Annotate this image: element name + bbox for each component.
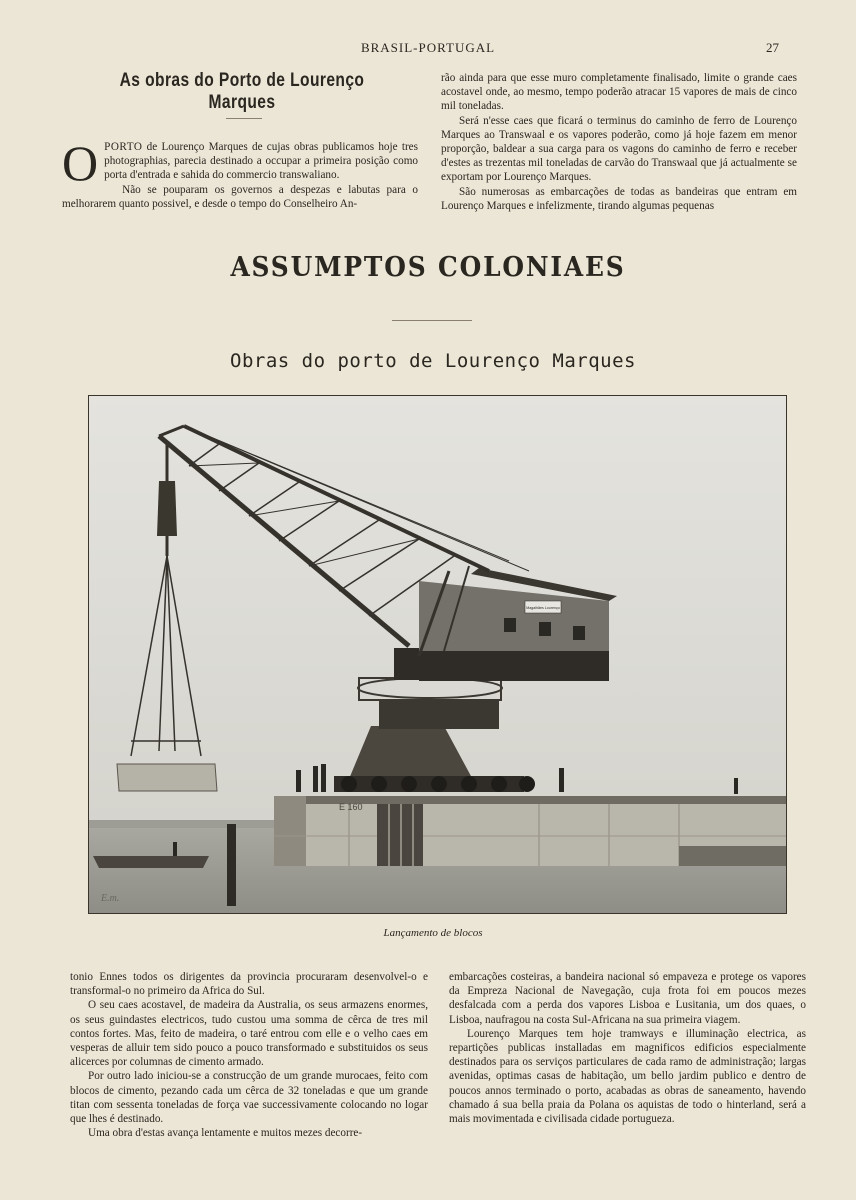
dropcap: O (62, 135, 99, 191)
running-head: BRASIL-PORTUGAL (360, 40, 496, 55)
title-rule (226, 118, 262, 119)
house-sign: Magalhães Lourenço (526, 606, 560, 610)
crane-illustration (89, 396, 786, 913)
quay-wall (274, 796, 786, 866)
intro-text: de Lourenço Marques de cujas obras publicamos hoje tres photographias, parecia destinado a occupar a primeira posição como porta d'entrada e sahida do commercio transwaliano. (104, 141, 418, 182)
top-left-column (62, 135, 418, 211)
paragraph: Lourenço Marques tem hoje tramways e illuminação electrica, as repartições publicas installadas em magnificos edificios especialmente destinados para os serviços particulares de cada ramo de administração; largas avenidas, optimas casas de habitação, um bello jardim publico e dentro de poucos annos terminado o porto, acabadas as obras de saneamento, havendo chamado á sua bella praia da Polana os aquistas de todo o hinterland, será a mais movimentada e civilisada cidade portugueza. (449, 1027, 806, 1126)
paragraph: Não se pouparam os governos a despezas e labutas para o melhorarem quanto possivel, e desde o tempo do Conselheiro An- (62, 183, 418, 210)
mooring-post (227, 824, 236, 906)
bottom-left-column (70, 970, 428, 1140)
top-right-column (441, 71, 797, 213)
paragraph: São numerosas as embarcações de todas as bandeiras que entram em Lourenço Marques e infelizmente, tirando algumas pequenas (441, 185, 797, 212)
crane-photograph (88, 395, 787, 914)
small-boat (93, 856, 209, 868)
photo-title: Obras do porto de Lourenço Marques (230, 350, 636, 372)
paragraph: O seu caes acostavel, de madeira da Australia, os seus armazens enormes, os seus guindastes electricos, tudo custou uma somma de cêrca de tres mil contos fortes. Mas, feito de madeira, o taré entrou com elle e o velho caes em vesperas de alluir tem sido pouco a pouco transformado e substituidos os seus alicerces por columnas de cimento armado. (70, 999, 428, 1069)
quay-block-label: E 160 (339, 802, 363, 812)
paragraph: Por outro lado iniciou-se a construcção de um grande murocaes, feito com blocos de cimento, pezando cada um cêrca de 32 toneladas e que um grande titan com sessenta toneladas de força vae successivamente colocando no logar que lhes é destinado. (70, 1070, 428, 1126)
paragraph: rão ainda para que esse muro completamente finalisado, limite o grande caes acostavel onde, ao mesmo, tempo poderão atracar 15 vapores de mais de cinco mil toneladas. (441, 72, 797, 113)
intro-paragraph (62, 135, 418, 191)
paragraph: embarcações costeiras, a bandeira nacional só empaveza e protege os vapores da Empreza Nacional de Navegação, cuja frota foi em poucos mezes desfalcada com a perda dos vapores Lisboa e Lusitania, um dos quaes, o Lisboa, naufragou na costa Sul-Africana na sua primeira viagem. (449, 971, 806, 1026)
paragraph: Uma obra d'estas avança lentamente e muitos mezes decorre- (88, 1127, 363, 1140)
section-title: ASSUMPTOS COLONIAES (230, 252, 626, 283)
bottom-right-column (449, 970, 806, 1126)
paragraph: Será n'esse caes que ficará o terminus do caminho de ferro de Lourenço Marques ao Transwaal e os vapores poderão, como já hoje fazem em menor proporção, baldear a sua carga para os vagons do caminho de ferro e receber d'estes as trezentas mil toneladas de carvão do Transwaal que já actualmente se exportam por Lourenço Marques. (441, 114, 797, 184)
photographer-mark: E.m. (101, 893, 120, 904)
page-number: 27 (766, 40, 779, 55)
photo-caption: Lançamento de blocos (383, 927, 483, 939)
paragraph: tonio Ennes todos os dirigentes da provincia procuraram desenvolvel-o e transformal-o no primeiro da Africa do Sul. (70, 971, 428, 998)
lead-word: PORTO (104, 141, 143, 153)
article-title: As obras do Porto de Lourenço Marques (119, 70, 365, 113)
section-rule (392, 320, 472, 321)
